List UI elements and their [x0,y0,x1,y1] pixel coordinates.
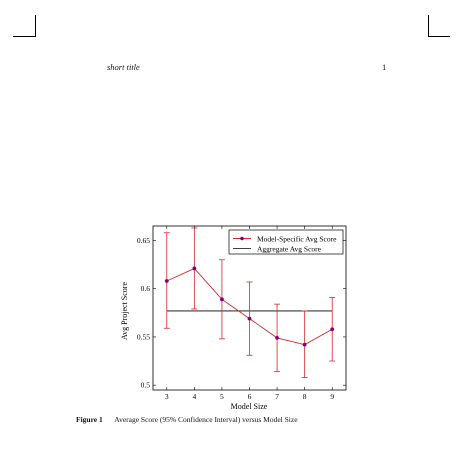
x-tick-label: 7 [275,392,279,401]
legend [229,230,343,254]
y-tick-label: 0.5 [140,380,150,390]
data-point [220,297,224,301]
legend-entry-2-label: Aggregate Avg Score [257,244,322,254]
figure-caption-text: Average Score (95% Confidence Interval) versus Model Size [114,415,298,424]
x-tick-label: 8 [302,392,307,401]
x-axis-label: Model Size [230,402,268,411]
legend-swatch-marker-1 [240,237,244,241]
data-point [330,327,334,331]
page-number: 1 [382,62,387,72]
y-axis-label: Avg Project Score [120,281,129,341]
y-tick-label: 0.6 [140,284,150,294]
x-tick-label: 5 [220,392,224,401]
data-point [275,336,279,340]
running-header-title: short title [107,62,140,72]
figure-caption-label: Figure 1 [76,415,103,424]
x-tick-label: 9 [330,392,335,401]
data-point [248,317,252,321]
x-tick-label: 4 [192,392,197,401]
legend-entry-1-label: Model-Specific Avg Score [257,234,337,244]
figure-caption [76,415,298,424]
data-point [165,279,169,283]
x-tick-label: 3 [164,392,169,401]
y-tick-label: 0.55 [136,332,150,342]
data-point [303,343,307,347]
y-tick-label: 0.65 [136,235,150,245]
x-tick-label: 6 [247,392,252,401]
data-point [192,267,196,271]
